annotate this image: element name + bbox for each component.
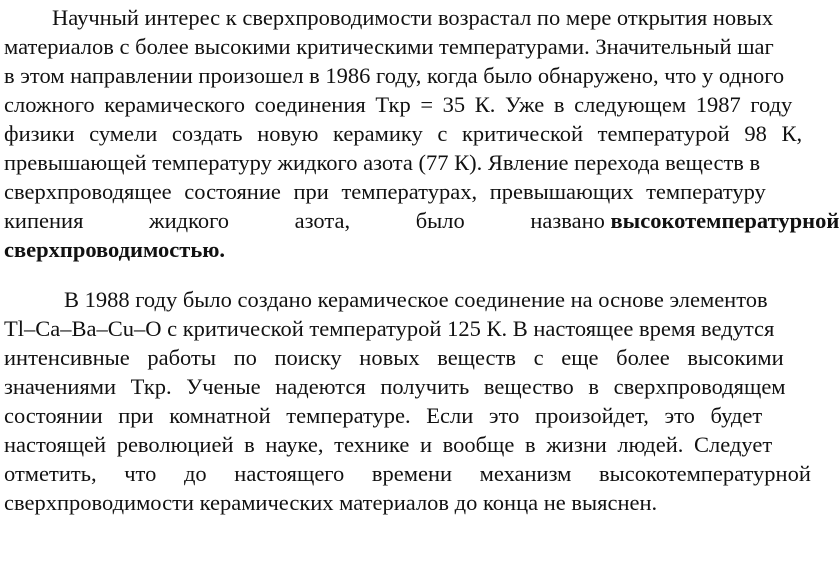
paragraph-1-line-8 [4, 207, 839, 235]
paragraph-2-line-8: сверхпроводимости керамических материалов до конца не выяснен. [4, 490, 658, 515]
paragraph-1-line-8-text: кипения жидкого азота, было названо [4, 208, 605, 233]
paragraph-2-line-5: состоянии при комнатной температуре. Если это произойдет, это будет [4, 403, 763, 428]
paragraph-2-line-3: интенсивные работы по поиску новых веществ с еще более высокими [4, 345, 784, 370]
paragraph-2-line-4: значениями Ткр. Ученые надеются получить вещество в сверхпроводящем [4, 374, 786, 399]
paragraph-1-line-2: материалов с более высокими критическими температурами. Значительный шаг [4, 34, 774, 59]
paragraph-1-line-7: сверхпроводящее состояние при температурах, превышающих температуру [4, 179, 766, 204]
high-temperature-term: высокотемпературной [610, 208, 839, 233]
paragraph-1-line-6: превышающей температуру жидкого азота (77 К). Явление перехода веществ в [4, 150, 761, 175]
paragraph-1-line-3: в этом направлении произошел в 1986 году, когда было обнаружено, что у одного [4, 63, 785, 88]
paragraph-1-line-5: физики сумели создать новую керамику с критической температурой 98 К, [4, 121, 803, 146]
paragraph-2-line-2: Tl–Ca–Ba–Cu–O с критической температурой 125 К. В настоящее время ведутся [4, 316, 775, 341]
paragraph-2-line-6: настоящей революцией в науке, технике и вообще в жизни людей. Следует [4, 432, 773, 457]
paragraph-2-line-1: В 1988 году было создано керамическое соединение на основе элементов [64, 287, 768, 312]
superconductivity-term: сверхпроводимостью. [4, 237, 226, 262]
paragraph-1-line-4: сложного керамического соединения Ткр = 35 К. Уже в следующем 1987 году [4, 92, 793, 117]
paragraph-2-line-7: отметить, что до настоящего времени механизм высокотемпературной [4, 461, 811, 486]
paragraph-1-line-1: Научный интерес к сверхпроводимости возрастал по мере открытия новых [52, 5, 774, 30]
paragraph-1-line-9 [4, 236, 225, 264]
